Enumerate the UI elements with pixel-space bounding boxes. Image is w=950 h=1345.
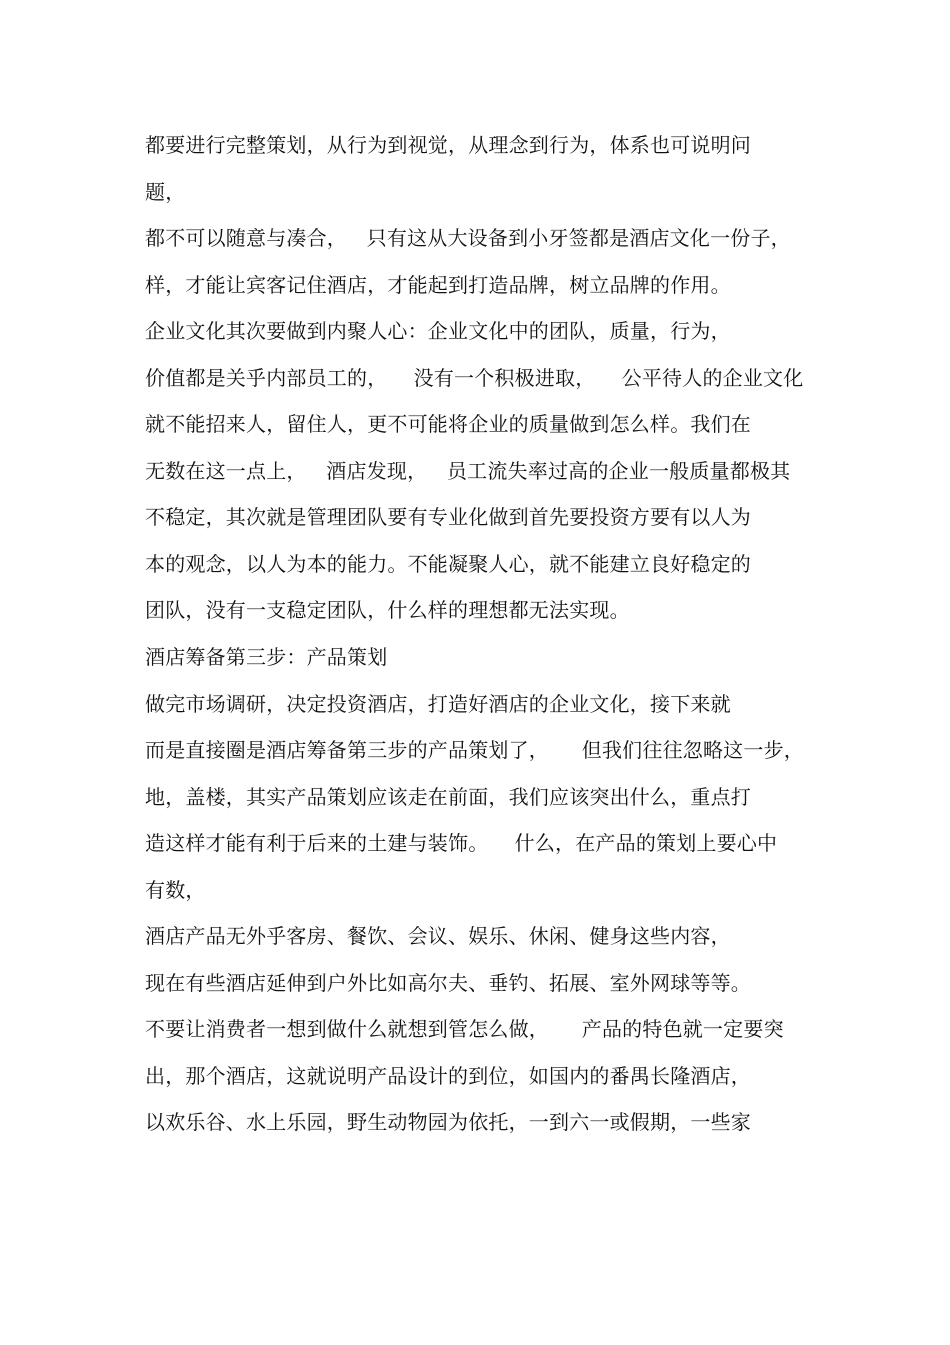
text-line: 出，那个酒店，这就说明产品设计的到位，如国内的番禺长隆酒店， — [145, 1063, 751, 1088]
text-line: 地，盖楼，其实产品策划应该走在前面，我们应该突出什么，重点打 — [145, 784, 751, 809]
text-line: 本的观念，以人为本的能力。不能凝聚人心，就不能建立良好稳定的 — [145, 551, 751, 576]
text-line: 而是直接圈是酒店筹备第三步的产品策划了， 但我们往往忽略这一步， — [145, 738, 804, 763]
text-line: 样，才能让宾客记住酒店，才能起到打造品牌，树立品牌的作用。 — [145, 272, 731, 297]
text-line: 团队，没有一支稳定团队，什么样的理想都无法实现。 — [145, 598, 630, 623]
text-line: 以欢乐谷、水上乐园，野生动物园为依托，一到六一或假期，一些家 — [145, 1110, 751, 1135]
text-line: 有数， — [145, 877, 206, 902]
text-line: 酒店产品无外乎客房、餐饮、会议、娱乐、休闲、健身这些内容， — [145, 924, 731, 949]
text-line: 现在有些酒店延伸到户外比如高尔夫、垂钓、拓展、室外网球等等。 — [145, 970, 751, 995]
text-line: 无数在这一点上， 酒店发现， 员工流失率过高的企业一般质量都极其 — [145, 458, 791, 483]
text-line: 都不可以随意与凑合， 只有这从大设备到小牙签都是酒店文化一份子， — [145, 226, 791, 251]
text-line: 题， — [145, 179, 186, 204]
text-line: 就不能招来人，留住人，更不可能将企业的质量做到怎么样。我们在 — [145, 412, 751, 437]
text-line: 企业文化其次要做到内聚人心：企业文化中的团队，质量，行为， — [145, 319, 731, 344]
text-line: 造这样才能有利于后来的土建与装饰。 什么，在产品的策划上要心中 — [145, 831, 778, 856]
document-body — [145, 122, 825, 1146]
text-line: 不稳定，其次就是管理团队要有专业化做到首先要投资方要有以人为 — [145, 505, 751, 530]
text-line: 价值都是关乎内部员工的， 没有一个积极进取， 公平待人的企业文化 — [145, 365, 804, 390]
text-line: 都要进行完整策划，从行为到视觉，从理念到行为，体系也可说明问 — [145, 133, 751, 157]
section-heading: 酒店筹备第三步：产品策划 — [145, 645, 388, 670]
text-line: 做完市场调研，决定投资酒店，打造好酒店的企业文化，接下来就 — [145, 691, 731, 716]
text-line: 不要让消费者一想到做什么就想到管怎么做， 产品的特色就一定要突 — [145, 1017, 784, 1042]
